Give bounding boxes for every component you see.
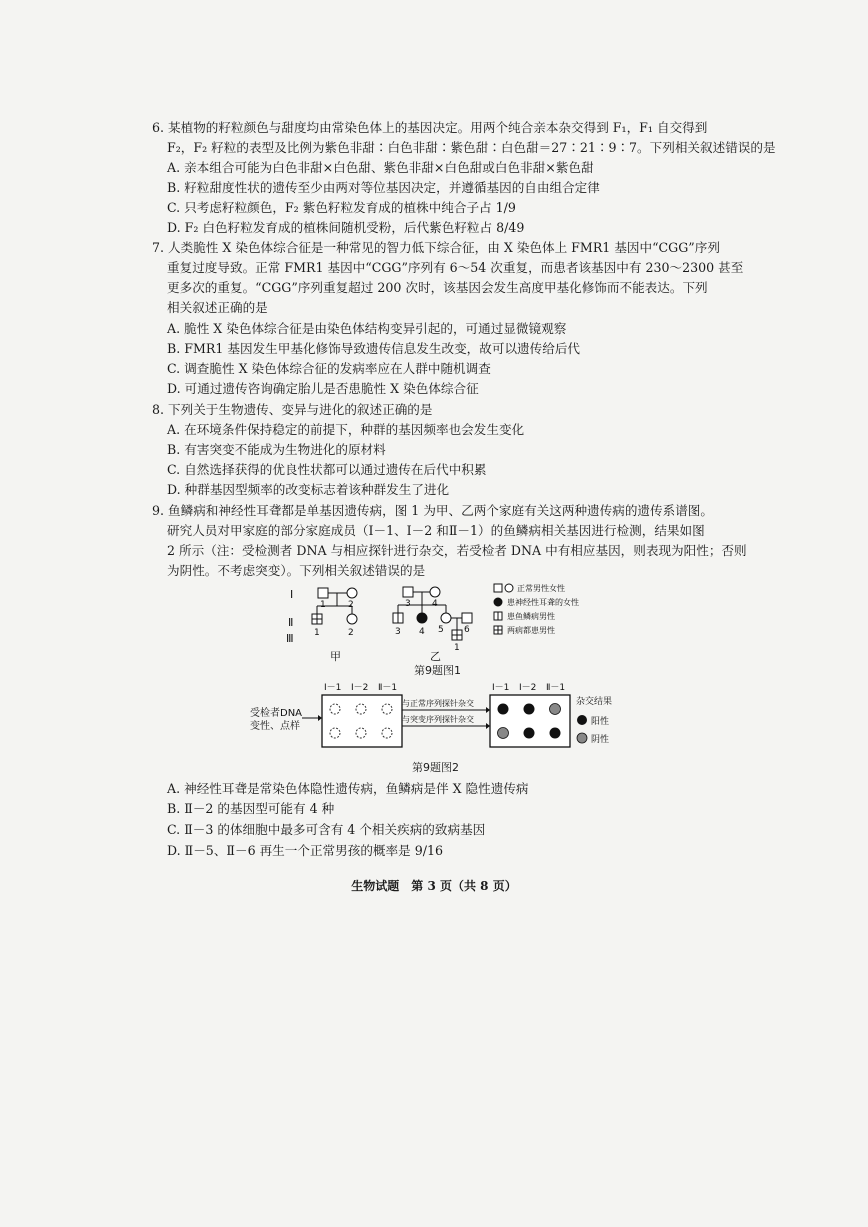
q8-option-b: B. 有害突变不能成为生物进化的原材料 xyxy=(167,442,386,457)
num-a-i1: 1 xyxy=(320,600,326,610)
legend-both-male: 两病都患男性 xyxy=(507,626,555,635)
dot-normal-ii1-negative xyxy=(550,704,561,715)
legend-deaf-female: 患神经性耳聋的女性 xyxy=(507,598,579,607)
q9-stem-line3: 2 所示（注：受检测者 DNA 与相应探针进行杂交，若受检者 DNA 中有相应基因，则表现为阳性；否则 xyxy=(167,543,747,558)
b-ii5-normal-female xyxy=(441,613,451,623)
b-i3-normal-male xyxy=(403,587,413,597)
q8-option-c: C. 自然选择获得的优良性状都可以通过遗传在后代中积累 xyxy=(167,462,487,477)
num-a-ii1: 1 xyxy=(314,628,320,638)
figure2-caption: 第9题图2 xyxy=(412,761,459,774)
legend-positive-label: 阳性 xyxy=(591,717,610,727)
num-b-ii3: 3 xyxy=(395,627,401,637)
q6-stem-line2: F₂，F₂ 籽粒的表型及比例为紫色非甜∶白色非甜∶紫色甜∶白色甜＝27∶21∶9∶7。下列相关叙述错误的是 xyxy=(167,140,776,155)
family-b-label: 乙 xyxy=(430,650,441,663)
right-col-i1: Ⅰ－1 xyxy=(492,683,510,693)
dot-mutant-i2-positive xyxy=(524,728,535,739)
q8-stem: 8. 下列关于生物遗传、变异与进化的叙述正确的是 xyxy=(152,402,433,417)
left-col-i1: Ⅰ－1 xyxy=(324,683,342,693)
q9-option-b: B. Ⅱ－2 的基因型可能有 4 种 xyxy=(167,801,335,816)
legend-normal: 正常男性女性 xyxy=(517,584,565,593)
dot-normal-i1-positive xyxy=(498,704,509,715)
gen-label-ii: Ⅱ xyxy=(288,616,294,629)
q7-stem-line1: 7. 人类脆性 X 染色体综合征是一种常见的智力低下综合征，由 X 染色体上 FMR1 基因中“CGG”序列 xyxy=(152,240,720,255)
q7-option-a: A. 脆性 X 染色体综合征是由染色体结构变异引起的，可通过显微镜观察 xyxy=(167,321,567,336)
b-ii6-normal-male xyxy=(462,613,472,623)
q7-stem-line2: 重复过度导致。正常 FMR1 基因中“CGG”序列有 6～54 次重复，而患者该基因中有 230～2300 甚至 xyxy=(167,260,744,275)
family-b-pedigree xyxy=(393,587,472,640)
q6-option-d: D. F₂ 白色籽粒发育成的植株间随机受粉，后代紫色籽粒占 8/49 xyxy=(167,220,525,235)
membrane-before xyxy=(322,695,402,747)
a-i1-normal-male xyxy=(318,588,328,598)
left-col-i2: Ⅰ－2 xyxy=(351,683,369,693)
q7-option-d: D. 可通过遗传咨询确定胎儿是否患脆性 X 染色体综合征 xyxy=(167,381,479,396)
dot-normal-i2-positive xyxy=(524,704,535,715)
q8-option-d: D. 种群基因型频率的改变标志着该种群发生了进化 xyxy=(167,482,450,497)
num-b-i3: 3 xyxy=(405,599,411,609)
num-b-i4: 4 xyxy=(432,599,438,609)
mutant-probe-label: 与突变序列探针杂交 xyxy=(402,715,474,724)
q6-stem-line1: 6. 某植物的籽粒颜色与甜度均由常染色体上的基因决定。用两个纯合亲本杂交得到 F₁，F₁ 自交得到 xyxy=(152,120,708,135)
membrane-after xyxy=(490,695,570,747)
num-b-iii1: 1 xyxy=(454,643,460,653)
q8-option-a: A. 在环境条件保持稳定的前提下，种群的基因频率也会发生变化 xyxy=(167,422,525,437)
figure1-caption: 第9题图1 xyxy=(414,664,461,677)
legend-positive-dot xyxy=(577,715,587,725)
left-label-2: 变性、点样 xyxy=(250,721,300,732)
q7-option-b: B. FMR1 基因发生甲基化修饰导致遗传信息发生改变，故可以遗传给后代 xyxy=(167,341,581,356)
q6-option-a: A. 亲本组合可能为白色非甜×白色甜、紫色非甜×白色甜或白色非甜×紫色甜 xyxy=(167,160,594,175)
q6-option-b: B. 籽粒甜度性状的遗传至少由两对等位基因决定，并遵循基因的自由组合定律 xyxy=(167,180,600,195)
normal-probe-label: 与正常序列探针杂交 xyxy=(402,699,474,708)
result-title: 杂交结果 xyxy=(576,697,613,707)
num-b-ii4: 4 xyxy=(419,627,425,637)
right-col-i2: Ⅰ－2 xyxy=(519,683,537,693)
legend-ichthyosis-male: 患鱼鳞病男性 xyxy=(507,612,555,621)
num-a-ii2: 2 xyxy=(348,628,354,638)
a-i2-normal-female xyxy=(347,588,357,598)
b-ii4-deaf-female xyxy=(417,613,427,623)
q9-option-c: C. Ⅱ－3 的体细胞中最多可含有 4 个相关疾病的致病基因 xyxy=(167,822,486,837)
q6-option-c: C. 只考虑籽粒颜色，F₂ 紫色籽粒发育成的植株中纯合子占 1/9 xyxy=(167,200,516,215)
q9-stem-line1: 9. 鱼鳞病和神经性耳聋都是单基因遗传病，图 1 为甲、乙两个家庭有关这两种遗传病的遗传系谱图。 xyxy=(152,503,713,518)
q7-stem-line3: 更多次的重复。“CGG”序列重复超过 200 次时，该基因会发生高度甲基化修饰而不能表达。下列 xyxy=(167,280,708,295)
q9-stem-line4: 为阴性。不考虑突变）。下列相关叙述错误的是 xyxy=(167,563,426,578)
dot-mutant-i1-negative xyxy=(498,728,509,739)
q9-option-d: D. Ⅱ－5、Ⅱ－6 再生一个正常男孩的概率是 9/16 xyxy=(167,843,443,858)
num-b-ii6: 6 xyxy=(464,625,470,635)
a-ii2-normal-female xyxy=(347,614,357,624)
hybridization-figure xyxy=(250,676,620,756)
page-footer: 生物试题 第 3 页（共 8 页） xyxy=(351,879,517,893)
num-a-i2: 2 xyxy=(348,600,354,610)
num-b-ii5: 5 xyxy=(438,625,444,635)
left-col-ii1: Ⅱ－1 xyxy=(378,683,398,693)
dot-mutant-ii1-positive xyxy=(550,728,561,739)
legend-negative-dot xyxy=(577,733,587,743)
b-i4-normal-female xyxy=(430,587,440,597)
q7-option-c: C. 调查脆性 X 染色体综合征的发病率应在人群中随机调查 xyxy=(167,361,491,376)
q7-stem-line4: 相关叙述正确的是 xyxy=(167,300,268,315)
gen-label-iii: Ⅲ xyxy=(286,632,294,645)
right-col-ii1: Ⅱ－1 xyxy=(546,683,566,693)
left-label-1: 受检者DNA xyxy=(250,708,303,719)
family-a-label: 甲 xyxy=(330,650,341,663)
q9-option-a: A. 神经性耳聋是常染色体隐性遗传病，鱼鳞病是伴 X 隐性遗传病 xyxy=(167,781,529,796)
q9-stem-line2: 研究人员对甲家庭的部分家庭成员（Ⅰ－1、Ⅰ－2 和Ⅱ－1）的鱼鳞病相关基因进行检测，结果如图 xyxy=(167,523,705,538)
gen-label-i: Ⅰ xyxy=(290,588,294,601)
legend-negative-label: 阴性 xyxy=(591,735,610,745)
